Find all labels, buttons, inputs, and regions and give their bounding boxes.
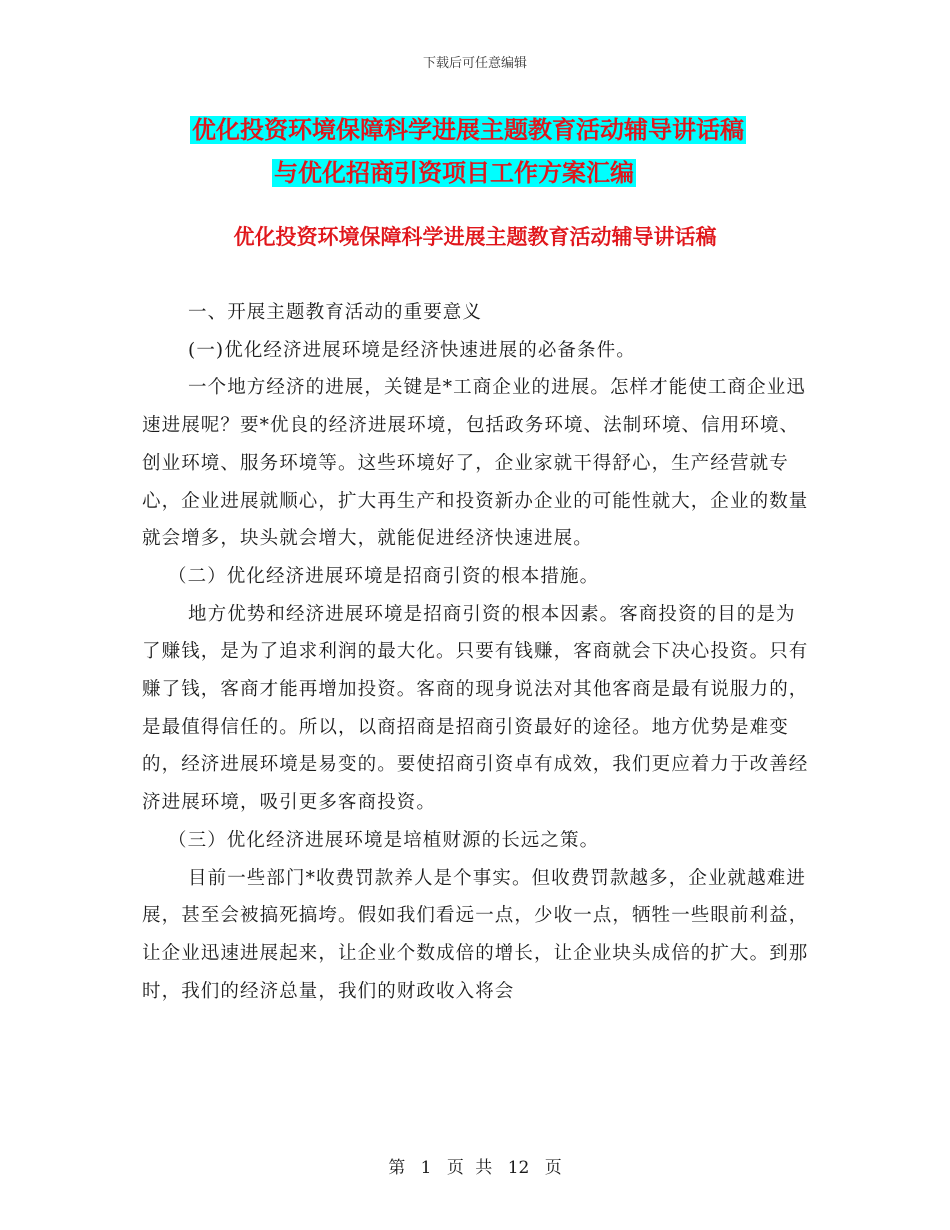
page-mid: 页 共 (446, 1158, 493, 1178)
document-title-text-1: 优化投资环境保障科学进展主题教育活动辅导讲话稿 (192, 116, 744, 144)
page-footer (0, 1153, 950, 1178)
paragraph-2: 地方优势和经济进展环境是招商引资的根本因素。客商投资的目的是为了赚钱，是为了追求利润的最大化。只要有钱赚，客商就会下决心投资。只有赚了钱，客商才能再增加投资。客商的现身说法对其他客商是最有说服力的，是最值得信任的。所以，以商招商是招商引资最好的途径。地方优势是难变的，经济进展环境是易变的。要使招商引资卓有成效，我们更应着力于改善经济进展环境，吸引更多客商投资。 (142, 603, 809, 814)
subheading-2: （二）优化经济进展环境是招商引资的根本措施。 (168, 565, 600, 587)
section-title: 优化投资环境保障科学进展主题教育活动辅导讲话稿 (233, 225, 717, 249)
subheading-1: (一)优化经济进展环境是经济快速进展的必备条件。 (188, 339, 636, 361)
document-title-line-1 (0, 112, 950, 148)
heading-section-1: 一、开展主题教育活动的重要意义 (188, 302, 483, 323)
document-title-line-2 (0, 155, 950, 191)
header-note: 下载后可任意编辑 (422, 56, 527, 71)
paragraph-1: 一个地方经济的进展，关键是*工商企业的进展。怎样才能使工商企业迅速进展呢？要*优良的经济进展环境，包括政务环境、法制环境、信用环境、创业环境、服务环境等。这些环境好了，企业家就干得舒心，生产经营就专心，企业进展就顺心，扩大再生产和投资新办企业的可能性就大，企业的数量就会增多，块头就会增大，就能促进经济快速进展。 (142, 377, 809, 550)
page-suffix: 页 (544, 1158, 562, 1178)
document-body (142, 294, 814, 1010)
subheading-3: （三）优化经济进展环境是培植财源的长远之策。 (168, 829, 600, 851)
paragraph-3: 目前一些部门*收费罚款养人是个事实。但收费罚款越多，企业就越难进展，甚至会被搞死搞垮。假如我们看远一点，少收一点，牺牲一些眼前利益，让企业迅速进展起来，让企业个数成倍的增长，让企业块头成倍的扩大。到那时，我们的经济总量，我们的财政收入将会 (142, 867, 809, 1002)
document-title-text-2: 与优化招商引资项目工作方案汇编 (274, 159, 634, 187)
page-prefix: 第 (388, 1158, 406, 1178)
page-total: 12 (507, 1158, 530, 1178)
page-current: 1 (420, 1158, 432, 1178)
